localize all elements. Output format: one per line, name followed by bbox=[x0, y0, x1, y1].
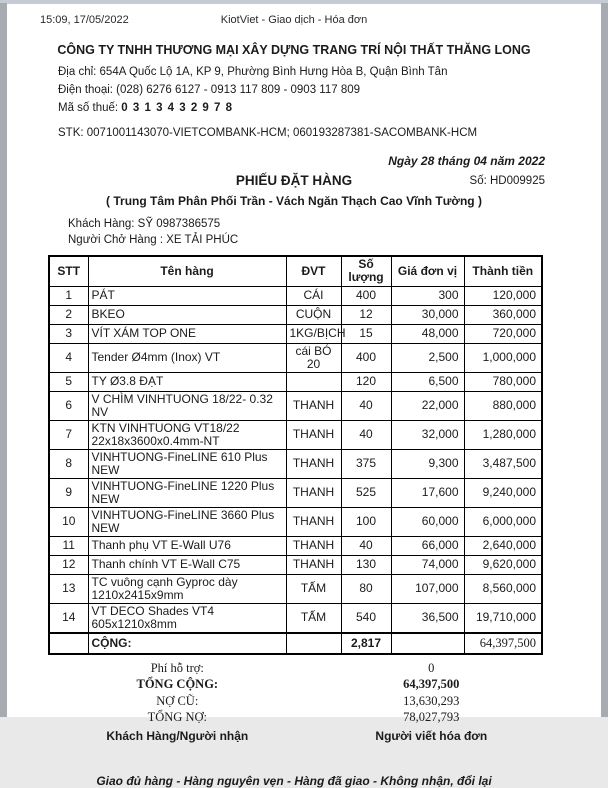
table-row bbox=[49, 536, 542, 555]
totals-row bbox=[40, 676, 548, 693]
cell-unit: THANH bbox=[286, 420, 341, 449]
document-subtitle: ( Trung Tâm Phân Phối Trần - Vách Ngăn Thạch Cao Vĩnh Tường ) bbox=[106, 194, 482, 208]
bank-accounts: STK: 0071001143070-VIETCOMBANK-HCM; 060193287381-SACOMBANK-HCM bbox=[58, 127, 478, 139]
title-row bbox=[40, 173, 548, 191]
totals-section bbox=[40, 660, 548, 726]
cell-item-name: VINHTUONG-FineLINE 1220 Plus NEW bbox=[88, 478, 286, 507]
cell-unit-price: 36,500 bbox=[391, 603, 464, 633]
order-number: Số: HD009925 bbox=[469, 175, 545, 187]
cell-amount: 360,000 bbox=[464, 305, 542, 324]
totals-label: NỢ CŨ: bbox=[156, 693, 199, 708]
header-row bbox=[49, 256, 542, 286]
cell-unit-price: 107,000 bbox=[391, 574, 464, 603]
cell-amount: 2,640,000 bbox=[464, 536, 542, 555]
footer-empty-stt bbox=[49, 633, 88, 654]
cell-item-name: VT DECO Shades VT4 605x1210x8mm bbox=[88, 603, 286, 633]
table-row bbox=[49, 603, 542, 633]
cell-unit: THANH bbox=[286, 536, 341, 555]
cell-amount: 880,000 bbox=[464, 391, 542, 420]
cell-amount: 6,000,000 bbox=[464, 507, 542, 536]
document-content bbox=[7, 4, 601, 788]
company-block bbox=[40, 43, 548, 139]
cell-quantity: 540 bbox=[341, 603, 391, 633]
cell-unit: CUỘN bbox=[286, 305, 341, 324]
cell-item-name: V CHÌM VINHTUONG 18/22- 0.32 NV bbox=[88, 391, 286, 420]
totals-value: 64,397,500 bbox=[403, 677, 460, 691]
cell-stt: 3 bbox=[49, 324, 88, 343]
cell-quantity: 40 bbox=[341, 420, 391, 449]
cell-unit: cái BÓ 20 bbox=[286, 343, 341, 372]
cell-unit-price: 74,000 bbox=[391, 555, 464, 574]
cell-item-name: VÍT XÁM TOP ONE bbox=[88, 324, 286, 343]
items-body bbox=[49, 286, 542, 633]
cell-item-name: VINHTUONG-FineLINE 610 Plus NEW bbox=[88, 449, 286, 478]
page-edge-right bbox=[601, 3, 608, 717]
cell-item-name: TC vuông cạnh Gyproc dày 1210x2415x9mm bbox=[88, 574, 286, 603]
cell-item-name: BKEO bbox=[88, 305, 286, 324]
cell-stt: 6 bbox=[49, 391, 88, 420]
table-row bbox=[49, 574, 542, 603]
footer-total-amount: 64,397,500 bbox=[464, 633, 542, 654]
header-gia-don-vi: Giá đơn vị bbox=[391, 256, 464, 286]
cell-item-name: TY Ø3.8 ĐẠT bbox=[88, 372, 286, 391]
cell-quantity: 400 bbox=[341, 343, 391, 372]
totals-label: TỔNG NỢ: bbox=[147, 710, 207, 724]
table-row bbox=[49, 305, 542, 324]
cell-stt: 13 bbox=[49, 574, 88, 603]
cell-unit-price: 2,500 bbox=[391, 343, 464, 372]
header-thanh-tien: Thành tiền bbox=[464, 256, 542, 286]
items-table bbox=[48, 255, 543, 655]
cell-quantity: 15 bbox=[341, 324, 391, 343]
page-edge-left bbox=[0, 3, 7, 717]
cell-quantity: 130 bbox=[341, 555, 391, 574]
cell-item-name: Thanh phụ VT E-Wall U76 bbox=[88, 536, 286, 555]
cell-item-name: PÁT bbox=[88, 286, 286, 305]
cell-unit: THANH bbox=[286, 449, 341, 478]
cell-item-name: Tender Ø4mm (Inox) VT bbox=[88, 343, 286, 372]
cell-unit-price: 6,500 bbox=[391, 372, 464, 391]
order-date: Ngày 28 tháng 04 năm 2022 bbox=[388, 154, 545, 168]
cell-quantity: 40 bbox=[341, 391, 391, 420]
company-details bbox=[58, 63, 548, 117]
cell-amount: 1,000,000 bbox=[464, 343, 542, 372]
cell-stt: 11 bbox=[49, 536, 88, 555]
cell-quantity: 100 bbox=[341, 507, 391, 536]
cell-unit: TẤM bbox=[286, 574, 341, 603]
signature-writer: Người viết hóa đơn bbox=[375, 728, 488, 743]
tax-code: 0 3 1 3 4 3 2 9 7 8 bbox=[121, 102, 234, 114]
cell-stt: 2 bbox=[49, 305, 88, 324]
cell-stt: 9 bbox=[49, 478, 88, 507]
cell-stt: 10 bbox=[49, 507, 88, 536]
footer-empty-price bbox=[391, 633, 464, 654]
cell-quantity: 400 bbox=[341, 286, 391, 305]
cell-amount: 120,000 bbox=[464, 286, 542, 305]
table-row bbox=[49, 507, 542, 536]
cell-stt: 12 bbox=[49, 555, 88, 574]
totals-value: 13,630,293 bbox=[403, 693, 460, 708]
table-row bbox=[49, 391, 542, 420]
cell-unit-price: 9,300 bbox=[391, 449, 464, 478]
customer-line: Khách Hàng: SỸ 0987386575 bbox=[68, 218, 221, 230]
cell-amount: 19,710,000 bbox=[464, 603, 542, 633]
header-stt: STT bbox=[49, 256, 88, 286]
cell-stt: 8 bbox=[49, 449, 88, 478]
cell-item-name: VINHTUONG-FineLINE 3660 Plus NEW bbox=[88, 507, 286, 536]
company-phone: Điện thoại: (028) 6276 6127 - 0913 117 809 - 0903 117 809 bbox=[58, 84, 361, 96]
cell-unit: THANH bbox=[286, 555, 341, 574]
cell-unit: CÁI bbox=[286, 286, 341, 305]
totals-row bbox=[40, 693, 548, 710]
cell-amount: 3,487,500 bbox=[464, 449, 542, 478]
cell-amount: 8,560,000 bbox=[464, 574, 542, 603]
table-row bbox=[49, 420, 542, 449]
totals-label: Phí hỗ trợ: bbox=[150, 660, 204, 675]
cell-amount: 720,000 bbox=[464, 324, 542, 343]
carrier-line: Người Chở Hàng : XE TẢI PHÚC bbox=[68, 234, 239, 246]
header-ten-hang: Tên hàng bbox=[88, 256, 286, 286]
cell-quantity: 80 bbox=[341, 574, 391, 603]
print-meta-row bbox=[40, 14, 548, 26]
total-row bbox=[49, 633, 542, 654]
cell-quantity: 120 bbox=[341, 372, 391, 391]
print-page-title: KiotViet - Giao dịch - Hóa đơn bbox=[220, 14, 368, 26]
tax-label: Mã số thuế: bbox=[58, 102, 122, 114]
table-row bbox=[49, 324, 542, 343]
cell-stt: 5 bbox=[49, 372, 88, 391]
header-dvt: ĐVT bbox=[286, 256, 341, 286]
cell-amount: 9,240,000 bbox=[464, 478, 542, 507]
table-row bbox=[49, 372, 542, 391]
cell-unit bbox=[286, 372, 341, 391]
cell-unit: THANH bbox=[286, 391, 341, 420]
cell-amount: 9,620,000 bbox=[464, 555, 542, 574]
items-table-header bbox=[49, 256, 542, 286]
cell-unit-price: 48,000 bbox=[391, 324, 464, 343]
cell-unit-price: 32,000 bbox=[391, 420, 464, 449]
header-so-luong: Số lượng bbox=[341, 256, 391, 286]
cell-unit-price: 17,600 bbox=[391, 478, 464, 507]
cell-unit-price: 300 bbox=[391, 286, 464, 305]
cell-unit-price: 30,000 bbox=[391, 305, 464, 324]
cell-quantity: 375 bbox=[341, 449, 391, 478]
footer-label: CỘNG: bbox=[88, 633, 286, 654]
cell-item-name: Thanh chính VT E-Wall C75 bbox=[88, 555, 286, 574]
cell-unit-price: 66,000 bbox=[391, 536, 464, 555]
table-row bbox=[49, 343, 542, 372]
cell-stt: 4 bbox=[49, 343, 88, 372]
table-row bbox=[49, 478, 542, 507]
cell-unit: TẤM bbox=[286, 603, 341, 633]
cell-unit: THANH bbox=[286, 507, 341, 536]
cell-quantity: 40 bbox=[341, 536, 391, 555]
meta-spacer bbox=[388, 14, 548, 26]
cell-unit: 1KG/BỊCH bbox=[286, 324, 341, 343]
table-row bbox=[49, 286, 542, 305]
signature-customer: Khách Hàng/Người nhận bbox=[106, 728, 249, 743]
totals-value: 0 bbox=[428, 660, 435, 675]
cell-quantity: 525 bbox=[341, 478, 391, 507]
totals-value: 78,027,793 bbox=[403, 710, 460, 724]
cell-item-name: KTN VINHTUONG VT18/22 22x18x3600x0.4mm-NT bbox=[88, 420, 286, 449]
totals-label: TỔNG CỘNG: bbox=[136, 677, 219, 691]
cell-stt: 7 bbox=[49, 420, 88, 449]
cell-stt: 1 bbox=[49, 286, 88, 305]
signature-row bbox=[40, 729, 548, 743]
totals-row bbox=[40, 660, 548, 677]
table-row bbox=[49, 555, 542, 574]
footer-total-quantity: 2,817 bbox=[341, 633, 391, 654]
print-timestamp: 15:09, 17/05/2022 bbox=[40, 14, 129, 26]
footer-note: Giao đủ hàng - Hàng nguyên vẹn - Hàng đã giao - Không nhận, đổi lại bbox=[96, 773, 492, 788]
cell-stt: 14 bbox=[49, 603, 88, 633]
company-address: Địa chỉ: 654A Quốc Lộ 1A, KP 9, Phường Bình Hưng Hòa B, Quận Bình Tân bbox=[58, 66, 448, 78]
customer-block bbox=[68, 216, 548, 248]
totals-row bbox=[40, 709, 548, 726]
table-row bbox=[49, 449, 542, 478]
items-table-footer bbox=[49, 633, 542, 654]
cell-unit: THANH bbox=[286, 478, 341, 507]
cell-quantity: 12 bbox=[341, 305, 391, 324]
cell-unit-price: 22,000 bbox=[391, 391, 464, 420]
cell-unit-price: 60,000 bbox=[391, 507, 464, 536]
company-tax-line bbox=[58, 99, 548, 117]
cell-amount: 780,000 bbox=[464, 372, 542, 391]
cell-amount: 1,280,000 bbox=[464, 420, 542, 449]
document-title: PHIẾU ĐẶT HÀNG bbox=[235, 173, 353, 188]
company-name: CÔNG TY TNHH THƯƠNG MẠI XÂY DỰNG TRANG TRÍ NỘI THẤT THĂNG LONG bbox=[57, 43, 531, 57]
footer-empty-unit bbox=[286, 633, 341, 654]
